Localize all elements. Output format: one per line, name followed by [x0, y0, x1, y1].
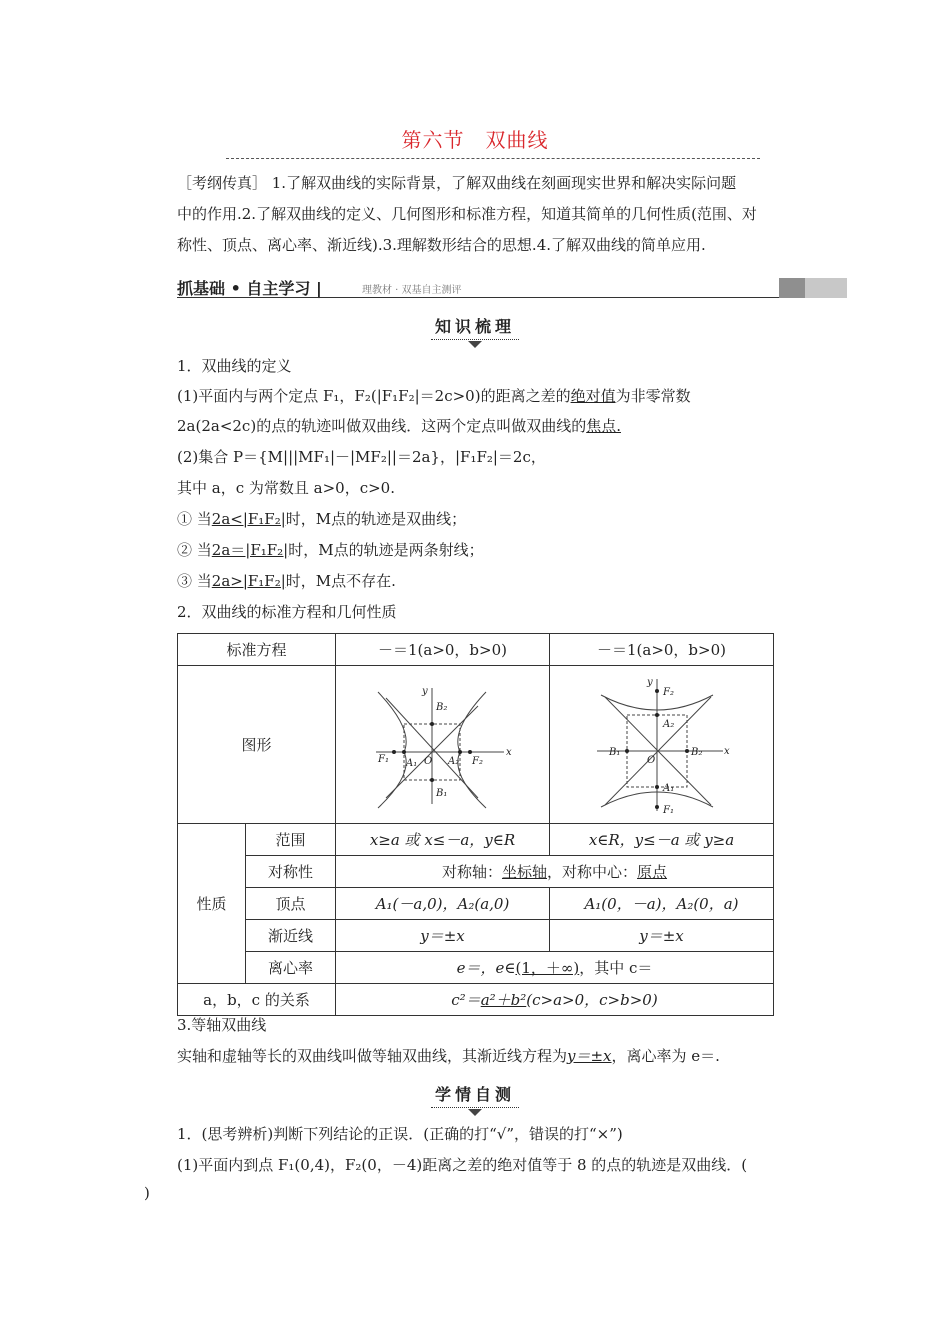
symmetry-pre: 对称轴： [441, 863, 502, 881]
banner-subtitle: 理教材 · 双基自主测评 [362, 285, 462, 296]
case3-pre: ③ 当 [177, 572, 212, 590]
label-b1: B₁ [435, 787, 447, 799]
label-b2: B₂ [435, 701, 447, 713]
page-title: 第六节 双曲线 [401, 128, 549, 152]
label-a2: A₂ [447, 755, 459, 767]
vertex-vertical: A₁(0，－a)，A₂(0，a) [550, 888, 774, 920]
horizontal-hyperbola-graph [368, 680, 518, 810]
vertical-hyperbola-graph [587, 675, 737, 815]
section-banner [177, 276, 847, 300]
header-properties: 性质 [178, 824, 246, 984]
equilateral-answer: y＝±x [567, 1047, 612, 1065]
header-figure: 图形 [178, 666, 336, 824]
range-vertical: x∈R，y≤－a 或 y≥a [550, 824, 774, 856]
figure-horizontal-hyperbola [336, 666, 550, 824]
question-1: 1．(思考辨析)判断下列结论的正误．(正确的打“√”，错误的打“×”) [177, 1125, 623, 1143]
x-axis-label: x [723, 745, 730, 757]
case2-post: 时，M点的轨迹是两条射线； [288, 541, 484, 559]
properties-heading: 2．双曲线的标准方程和几何性质 [177, 603, 397, 621]
header-standard-equation: 标准方程 [178, 634, 336, 666]
case-3 [177, 566, 807, 596]
symmetry-value [336, 856, 774, 888]
row-vertex-label: 顶点 [246, 888, 336, 920]
eccentricity-answer: (1，＋∞) [515, 959, 580, 977]
syllabus-line-2: 中的作用.2.了解双曲线的定义、几何图形和标准方程，知道其简单的几何性质(范围、对 [177, 205, 757, 223]
banner-title: 抓基础 • 自主学习 | [177, 279, 322, 298]
y-axis-label: y [421, 685, 428, 697]
def1-answer-2: 焦点. [586, 417, 621, 435]
case-1 [177, 504, 807, 534]
x-axis-label: x [505, 746, 512, 758]
case2-pre: ② 当 [177, 541, 212, 559]
label-f2: F₂ [662, 686, 674, 698]
def1-answer-1: 绝对值 [570, 387, 616, 405]
case1-post: 时，M点的轨迹是双曲线； [285, 510, 467, 528]
eccentricity-post: ，其中 c＝ [579, 959, 653, 977]
banner-block-dark [779, 278, 805, 298]
row-abc-label: a，b，c 的关系 [178, 984, 336, 1016]
def1-text-a: (1)平面内与两个定点 F₁，F₂(|F₁F₂|＝2c>0)的距离之差的 [177, 387, 571, 405]
eccentricity-value [336, 952, 774, 984]
equation-vertical: －＝1(a>0，b>0) [550, 634, 774, 666]
symmetry-axis-answer: 坐标轴 [501, 863, 547, 881]
abc-post: (c>a>0，c>b>0) [526, 991, 658, 1009]
row-symmetry-label: 对称性 [246, 856, 336, 888]
equilateral-text [177, 1041, 807, 1071]
eccentricity-pre: e＝，e∈ [456, 959, 516, 977]
symmetry-mid: ，对称中心： [547, 863, 638, 881]
origin-label: O [646, 754, 655, 766]
banner-rule [177, 297, 779, 298]
properties-table [177, 633, 774, 1016]
title-divider [226, 158, 760, 159]
case1-pre: ① 当 [177, 510, 212, 528]
def1-text-b: 为非零常数 [615, 387, 691, 405]
syllabus-line-3: 称性、顶点、离心率、渐近线).3.理解数形结合的思想.4.了解双曲线的简单应用. [177, 236, 706, 254]
row-eccentricity-label: 离心率 [246, 952, 336, 984]
label-f2: F₂ [471, 755, 483, 767]
label-f1: F₁ [662, 804, 674, 815]
vertex-horizontal: A₁(－a,0)，A₂(a,0) [336, 888, 550, 920]
section-heading-text: 学情自测 [434, 1085, 515, 1104]
case3-post: 时，M点不存在. [285, 572, 396, 590]
definition-2-line-1: (2)集合 P＝{M|||MF₁|－|MF₂||＝2a}，|F₁F₂|＝2c， [177, 448, 546, 466]
case2-answer: 2a＝|F₁F₂| [211, 541, 289, 559]
definition-1-line-2 [177, 411, 807, 441]
label-a1: A₁ [662, 782, 674, 794]
section-heading-self-test [0, 1082, 950, 1108]
section-heading-knowledge [0, 314, 950, 340]
figure-vertical-hyperbola [550, 666, 774, 824]
abc-answer: a²＋b² [480, 991, 527, 1009]
range-horizontal: x≥a 或 x≤－a，y∈R [336, 824, 550, 856]
asymptote-vertical: y＝±x [550, 920, 774, 952]
origin-label: O [423, 755, 432, 767]
row-range-label: 范围 [246, 824, 336, 856]
equilateral-heading: 3.等轴双曲线 [177, 1016, 267, 1034]
case3-answer: 2a>|F₁F₂| [211, 572, 286, 590]
def1-text-c: 2a(2a<2c)的点的轨迹叫做双曲线．这两个定点叫做双曲线的 [177, 417, 587, 435]
case-2 [177, 535, 807, 565]
abc-pre: c²＝ [451, 991, 481, 1009]
banner-block-light [805, 278, 847, 298]
y-axis-label: y [646, 676, 653, 688]
label-a1: A₁ [405, 757, 417, 769]
label-a2: A₂ [662, 718, 674, 730]
definition-2-line-2: 其中 a，c 为常数且 a>0，c>0. [177, 479, 395, 497]
equilateral-pre: 实轴和虚轴等长的双曲线叫做等轴双曲线，其渐近线方程为 [177, 1047, 568, 1065]
down-triangle-icon [468, 341, 482, 348]
down-triangle-icon [468, 1109, 482, 1116]
label-b2: B₂ [690, 746, 702, 758]
definition-heading: 1．双曲线的定义 [177, 357, 292, 375]
label-b1: B₁ [608, 746, 620, 758]
equation-horizontal: －＝1(a>0，b>0) [336, 634, 550, 666]
label-f1: F₁ [377, 753, 389, 765]
question-1-item-1: (1)平面内到点 F₁(0,4)，F₂(0，－4)距离之差的绝对值等于 8 的点的轨迹是双曲线．( [177, 1156, 748, 1174]
definition-1-line-1 [177, 381, 807, 411]
asymptote-horizontal: y＝±x [336, 920, 550, 952]
question-1-item-1-close: ) [144, 1184, 150, 1202]
row-asymptote-label: 渐近线 [246, 920, 336, 952]
section-heading-text: 知识梳理 [434, 317, 515, 336]
syllabus-line-1: ［考纲传真］ 1.了解双曲线的实际背景，了解双曲线在刻画现实世界和解决实际问题 [177, 174, 737, 192]
case1-answer: 2a<|F₁F₂| [211, 510, 286, 528]
equilateral-post: ，离心率为 e＝. [611, 1047, 720, 1065]
symmetry-center-answer: 原点 [637, 863, 668, 881]
